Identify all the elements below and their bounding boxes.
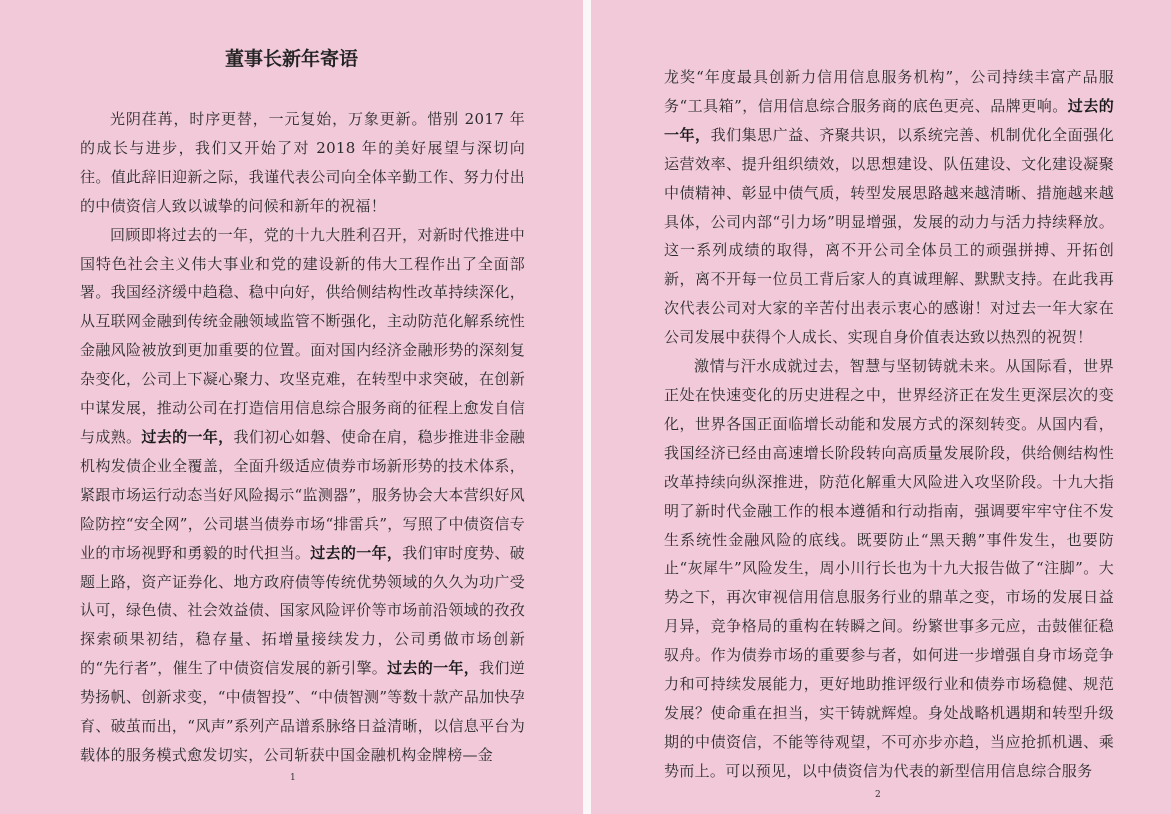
paragraph-text: 我们逆势扬帆、创新求变，“中债智投”、“中债智测”等数十款产品加快孕育、破茧而出，“风声”系列产品谱系脉络日益清晰，以信息平台为载体的服务模式愈发切实，公司斩获中国金融机构金牌榜—金 [80, 659, 525, 764]
page-title: 董事长新年寄语 [224, 48, 358, 70]
paragraph-text: 我们集思广益、齐聚共识，以系统完善、机制优化全面强化运营效率、提升组织绩效，以思想建设、队伍建设、文化建设凝聚中债精神、彰显中债气质，转型发展思路越来越清晰、措施越来越具体，公司内部“引力场”明显增强，发展的动力与活力持续释放。这一系列成绩的取得，离不开公司全体员工的顽强拼搏、开拓创新，离不开每一位员工背后家人的真诚理解、默默支持。在此我再次代表公司对大家的辛苦付出表示衷心的感谢！对过去一年大家在公司发展中获得个人成长、实现自身价值表达致以热烈的祝贺！ [664, 125, 1114, 347]
bold-phrase: 过去的一年， [664, 96, 1114, 144]
page-right [591, 0, 1171, 814]
paragraph-text: 龙奖“年度最具创新力信用信息服务机构”，公司持续丰富产品服务“工具箱”，信用信息综合服务商的底色更亮、品牌更响。 [664, 68, 1114, 115]
paragraph-text: 我们审时度势、破题上路，资产证券化、地方政府债等传统优势领域的久久为功广受认可，绿色债、社会效益债、国家风险评价等市场前沿领域的孜孜探索硕果初结，稳存量、拓增量接续发力，公司勇做市场创新的“先行者”，催生了中债资信发展的新引擎。 [80, 543, 525, 678]
page-2-body [664, 63, 1114, 786]
page-number: 1 [290, 773, 296, 783]
page-1-body [80, 105, 525, 770]
paragraph-text: 回顾即将过去的一年，党的十九大胜利召开，对新时代推进中国特色社会主义伟大事业和党的建设新的伟大工程作出了全面部署。我国经济缓中趋稳、稳中向好，供给侧结构性改革持续深化，从互联网金融到传统金融领域监管不断强化，主动防范化解系统性金融风险被放到更加重要的位置。面对国内经济金融形势的深刻复杂变化，公司上下凝心聚力、攻坚克难，在转型中求突破，在创新中谋发展，推动公司在打造信用信息综合服务商的征程上愈发自信与成熟。 [80, 225, 525, 446]
page-number: 2 [875, 790, 881, 800]
page-left [0, 0, 583, 814]
paragraph: 光阴荏苒，时序更替，一元复始，万象更新。惜别 2017 年的成长与进步，我们又开始了对 2018 年的美好展望与深切向往。值此辞旧迎新之际，我谨代表公司向全体辛勤工作、努力付出的中债资信人致以诚挚的问候和新年的祝福！ [80, 110, 525, 215]
bold-phrase: 过去的一年， [310, 543, 403, 562]
bold-phrase: 过去的一年， [387, 659, 480, 678]
paragraph-text: 我们初心如磐、使命在肩，稳步推进非金融机构发债企业全覆盖，全面升级适应债券市场新形势的技术体系，紧跟市场运行动态当好风险揭示“监测器”，服务协会大本营织好风险防控“安全网”，公司堪当债券市场“排雷兵”，写照了中债资信专业的市场视野和勇毅的时代担当。 [80, 427, 525, 562]
paragraph: 激情与汗水成就过去，智慧与坚韧铸就未来。从国际看，世界正处在快速变化的历史进程之中，世界经济正在发生更深层次的变化，世界各国正面临增长动能和发展方式的深刻转变。从国内看，我国经济已经由高速增长阶段转向高质量发展阶段，供给侧结构性改革持续向纵深推进，防范化解重大风险进入攻坚阶段。十九大指明了新时代金融工作的根本遵循和行动指南，强调要牢牢守住不发生系统性金融风险的底线。既要防止“黑天鹅”事件发生，也要防止“灰犀牛”风险发生，周小川行长也为十九大报告做了“注脚”。大势之下，再次审视信用信息服务行业的鼎革之变，市场的发展日益月异，竞争格局的重构在转瞬之间。纷繁世事多元应，击鼓催征稳驭舟。作为债券市场的重要参与者，如何进一步增强自身市场竞争力和可持续发展能力，更好地助推评级行业和债券市场稳健、规范发展？使命重在担当，实干铸就辉煌。身处战略机遇期和转型升级期的中债资信，不能等待观望，不可亦步亦趋，当应抢抓机遇、乘势而上。可以预见，以中债资信为代表的新型信用信息综合服务 [664, 357, 1114, 780]
paragraph [80, 221, 525, 770]
bold-phrase: 过去的一年， [141, 427, 234, 446]
page-gutter [583, 0, 591, 814]
paragraph [664, 63, 1114, 352]
